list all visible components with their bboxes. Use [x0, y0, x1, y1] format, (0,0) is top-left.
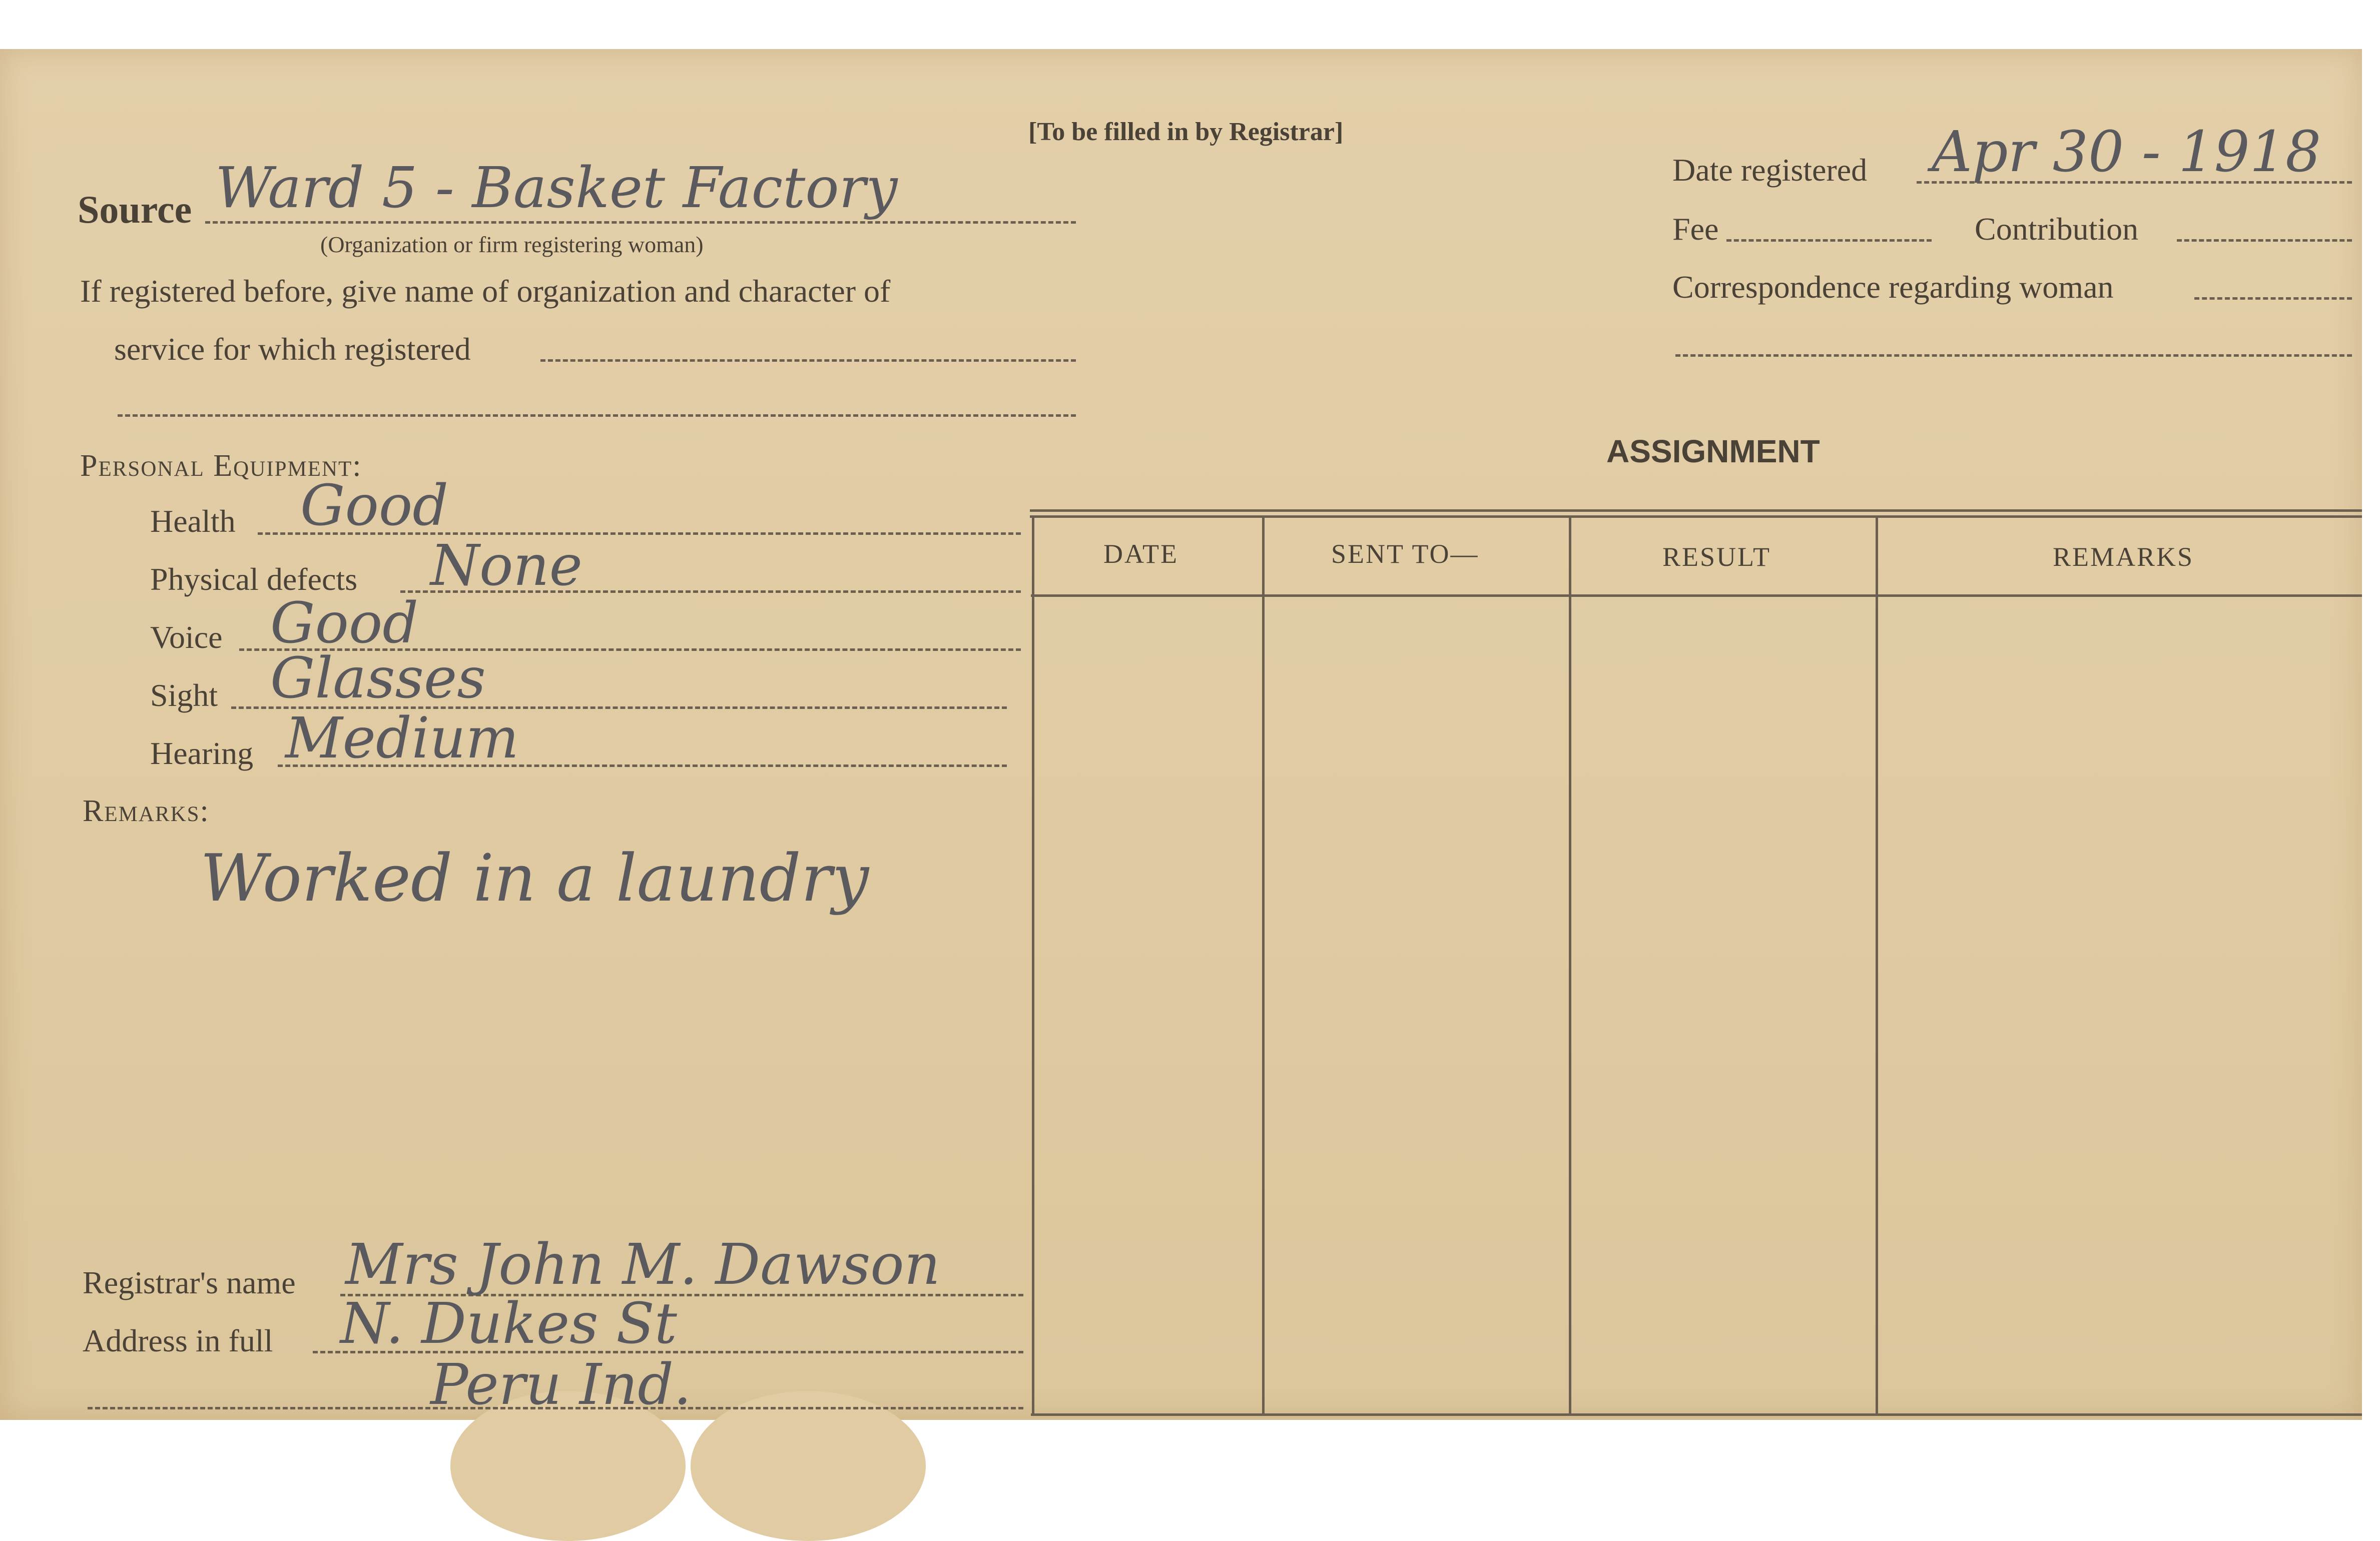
previous-registration-line-a	[540, 359, 1076, 362]
column-remarks: REMARKS	[2053, 542, 2194, 572]
source-value: Ward 5 - Basket Factory	[215, 156, 898, 221]
previous-registration-line1: If registered before, give name of organization and character of	[80, 273, 891, 309]
correspondence-line-a	[2194, 297, 2352, 300]
previous-registration-line-b	[118, 414, 1076, 417]
correspondence-line-b	[1675, 354, 2352, 357]
assignment-top-rule-2	[1030, 515, 2362, 518]
equipment-heading: Personal Equipment:	[80, 449, 362, 483]
voice-value: Good	[270, 591, 419, 656]
card-tab-right	[691, 1391, 926, 1541]
registrar-note: [To be filled in by Registrar]	[1028, 118, 1344, 146]
assignment-top-rule	[1030, 509, 2362, 512]
previous-registration-line2: service for which registered	[114, 331, 471, 367]
assignment-border-left	[1032, 515, 1034, 1416]
assignment-bottom-rule	[1031, 1413, 2362, 1416]
date-registered-label: Date registered	[1672, 152, 1868, 188]
assignment-title: ASSIGNMENT	[1606, 433, 1820, 469]
contribution-line	[2177, 239, 2352, 242]
date-registered-value: Apr 30 - 1918	[1932, 120, 2321, 185]
health-value: Good	[300, 473, 449, 538]
fee-line	[1726, 239, 1932, 242]
voice-label: Voice	[150, 619, 223, 655]
column-result: RESULT	[1662, 542, 1771, 572]
assignment-divider-3	[1876, 515, 1878, 1416]
column-date: DATE	[1103, 539, 1178, 569]
remarks-heading: Remarks:	[83, 794, 210, 828]
hearing-value: Medium	[285, 706, 519, 771]
hearing-label: Hearing	[150, 735, 254, 771]
physical-defects-label: Physical defects	[150, 561, 358, 597]
sight-value: Glasses	[270, 646, 486, 711]
assignment-divider-1	[1262, 515, 1265, 1416]
assignment-header-rule	[1031, 594, 2362, 597]
source-line	[205, 221, 1076, 224]
correspondence-label: Correspondence regarding woman	[1672, 269, 2114, 305]
registrar-name-label: Registrar's name	[83, 1265, 296, 1300]
assignment-divider-2	[1569, 515, 1571, 1416]
address-label: Address in full	[83, 1323, 273, 1358]
physical-defects-value: None	[430, 533, 582, 598]
sight-label: Sight	[150, 677, 218, 713]
address-value-line1: N. Dukes St	[340, 1291, 677, 1356]
health-label: Health	[150, 503, 236, 539]
contribution-label: Contribution	[1975, 211, 2139, 247]
column-sent-to: SENT TO—	[1331, 539, 1479, 569]
address-value-line2: Peru Ind.	[430, 1352, 692, 1417]
fee-label: Fee	[1672, 211, 1719, 247]
source-label: Source	[78, 188, 192, 231]
remarks-value: Worked in a laundry	[200, 840, 869, 916]
source-caption: (Organization or firm registering woman)	[320, 232, 704, 257]
registrar-name-value: Mrs John M. Dawson	[345, 1232, 940, 1297]
